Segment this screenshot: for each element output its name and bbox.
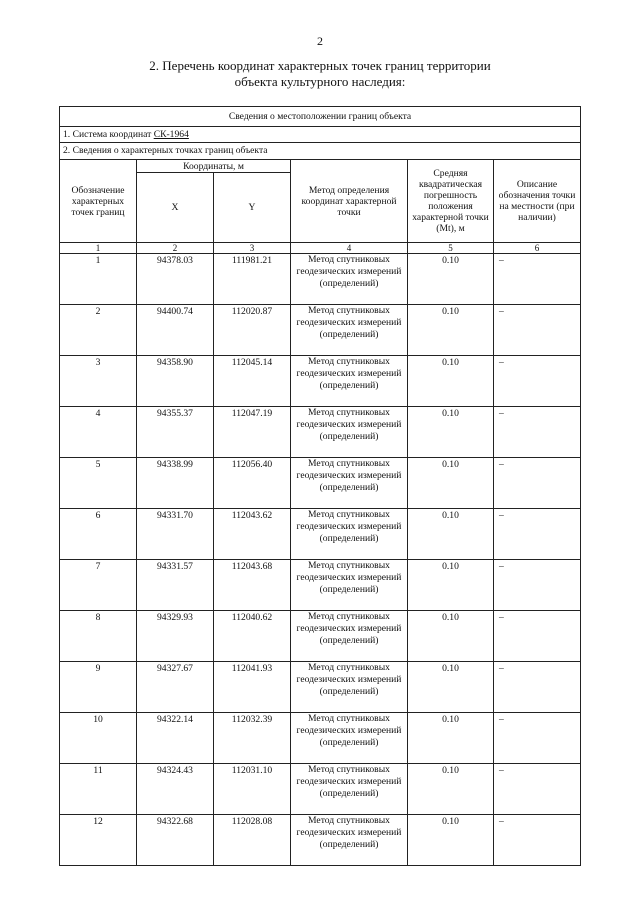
coord-y: 112045.14	[214, 356, 291, 407]
description: –	[494, 611, 581, 662]
point-id: 5	[60, 458, 137, 509]
description: –	[494, 407, 581, 458]
point-id: 12	[60, 815, 137, 866]
points-section-title: 2. Сведения о характерных точках границ объекта	[60, 143, 581, 160]
table-row	[60, 713, 581, 764]
description: –	[494, 458, 581, 509]
description: –	[494, 254, 581, 305]
table-row	[60, 458, 581, 509]
coordinates-table	[59, 106, 581, 866]
description: –	[494, 509, 581, 560]
table-row	[60, 611, 581, 662]
coord-y: 112043.68	[214, 560, 291, 611]
error-value: 0.10	[408, 254, 494, 305]
coord-x: 94400.74	[137, 305, 214, 356]
description: –	[494, 764, 581, 815]
method: Метод спутниковых геодезических измерений (определений)	[291, 356, 408, 407]
description: –	[494, 815, 581, 866]
point-id: 4	[60, 407, 137, 458]
method: Метод спутниковых геодезических измерений (определений)	[291, 407, 408, 458]
coord-y: 111981.21	[214, 254, 291, 305]
point-id: 8	[60, 611, 137, 662]
coord-y: 112032.39	[214, 713, 291, 764]
error-value: 0.10	[408, 356, 494, 407]
error-value: 0.10	[408, 560, 494, 611]
coord-x: 94338.99	[137, 458, 214, 509]
table-row	[60, 509, 581, 560]
coord-y: 112020.87	[214, 305, 291, 356]
column-number: 2	[137, 243, 214, 254]
coord-y: 112040.62	[214, 611, 291, 662]
method: Метод спутниковых геодезических измерений (определений)	[291, 254, 408, 305]
method: Метод спутниковых геодезических измерений (определений)	[291, 458, 408, 509]
table-row	[60, 254, 581, 305]
title-line-1: 2. Перечень координат характерных точек границ территории	[149, 58, 491, 73]
table-row	[60, 560, 581, 611]
method: Метод спутниковых геодезических измерений (определений)	[291, 509, 408, 560]
method: Метод спутниковых геодезических измерений (определений)	[291, 815, 408, 866]
error-value: 0.10	[408, 662, 494, 713]
table-row	[60, 662, 581, 713]
table-row	[60, 815, 581, 866]
table-row	[60, 356, 581, 407]
column-number: 6	[494, 243, 581, 254]
header-description: Описание обозначения точки на местности (при наличии)	[494, 160, 581, 243]
coord-x: 94378.03	[137, 254, 214, 305]
page-number: 2	[317, 34, 323, 48]
header-y: Y	[214, 173, 291, 243]
point-id: 2	[60, 305, 137, 356]
header-coordinates: Координаты, м	[137, 160, 291, 173]
coord-y: 112041.93	[214, 662, 291, 713]
point-id: 10	[60, 713, 137, 764]
coord-y: 112047.19	[214, 407, 291, 458]
column-number: 1	[60, 243, 137, 254]
point-id: 7	[60, 560, 137, 611]
error-value: 0.10	[408, 509, 494, 560]
coord-x: 94324.43	[137, 764, 214, 815]
table-row	[60, 407, 581, 458]
error-value: 0.10	[408, 305, 494, 356]
coord-x: 94358.90	[137, 356, 214, 407]
point-id: 1	[60, 254, 137, 305]
header-point-label: Обозначение характерных точек границ	[60, 160, 137, 243]
coord-x: 94327.67	[137, 662, 214, 713]
point-id: 11	[60, 764, 137, 815]
section-title: Сведения о местоположении границ объекта	[60, 107, 581, 127]
table-row	[60, 305, 581, 356]
method: Метод спутниковых геодезических измерений (определений)	[291, 713, 408, 764]
coord-x: 94355.37	[137, 407, 214, 458]
coord-x: 94331.70	[137, 509, 214, 560]
point-id: 3	[60, 356, 137, 407]
coord-system-value: СК-1964	[153, 129, 189, 140]
error-value: 0.10	[408, 458, 494, 509]
column-numbers-row	[60, 243, 581, 254]
header-method: Метод определения координат характерной точки	[291, 160, 408, 243]
column-number: 3	[214, 243, 291, 254]
point-id: 9	[60, 662, 137, 713]
header-x: X	[137, 173, 214, 243]
column-number: 5	[408, 243, 494, 254]
coord-x: 94322.14	[137, 713, 214, 764]
coord-x: 94329.93	[137, 611, 214, 662]
description: –	[494, 662, 581, 713]
document-title	[0, 58, 640, 90]
method: Метод спутниковых геодезических измерений (определений)	[291, 305, 408, 356]
method: Метод спутниковых геодезических измерений (определений)	[291, 764, 408, 815]
error-value: 0.10	[408, 815, 494, 866]
error-value: 0.10	[408, 407, 494, 458]
title-line-2: объекта культурного наследия:	[234, 74, 406, 89]
error-value: 0.10	[408, 611, 494, 662]
method: Метод спутниковых геодезических измерений (определений)	[291, 611, 408, 662]
point-id: 6	[60, 509, 137, 560]
description: –	[494, 560, 581, 611]
coord-x: 94322.68	[137, 815, 214, 866]
coord-y: 112031.10	[214, 764, 291, 815]
coord-system-row	[60, 127, 581, 143]
description: –	[494, 305, 581, 356]
table-row	[60, 764, 581, 815]
error-value: 0.10	[408, 764, 494, 815]
coord-system-label: 1. Система координат	[63, 129, 154, 140]
coord-y: 112056.40	[214, 458, 291, 509]
column-number: 4	[291, 243, 408, 254]
error-value: 0.10	[408, 713, 494, 764]
coord-x: 94331.57	[137, 560, 214, 611]
description: –	[494, 713, 581, 764]
coord-y: 112028.08	[214, 815, 291, 866]
method: Метод спутниковых геодезических измерений (определений)	[291, 662, 408, 713]
header-error: Средняя квадратическая погрешность положения характерной точки (Mt), м	[408, 160, 494, 243]
description: –	[494, 356, 581, 407]
method: Метод спутниковых геодезических измерений (определений)	[291, 560, 408, 611]
coord-y: 112043.62	[214, 509, 291, 560]
